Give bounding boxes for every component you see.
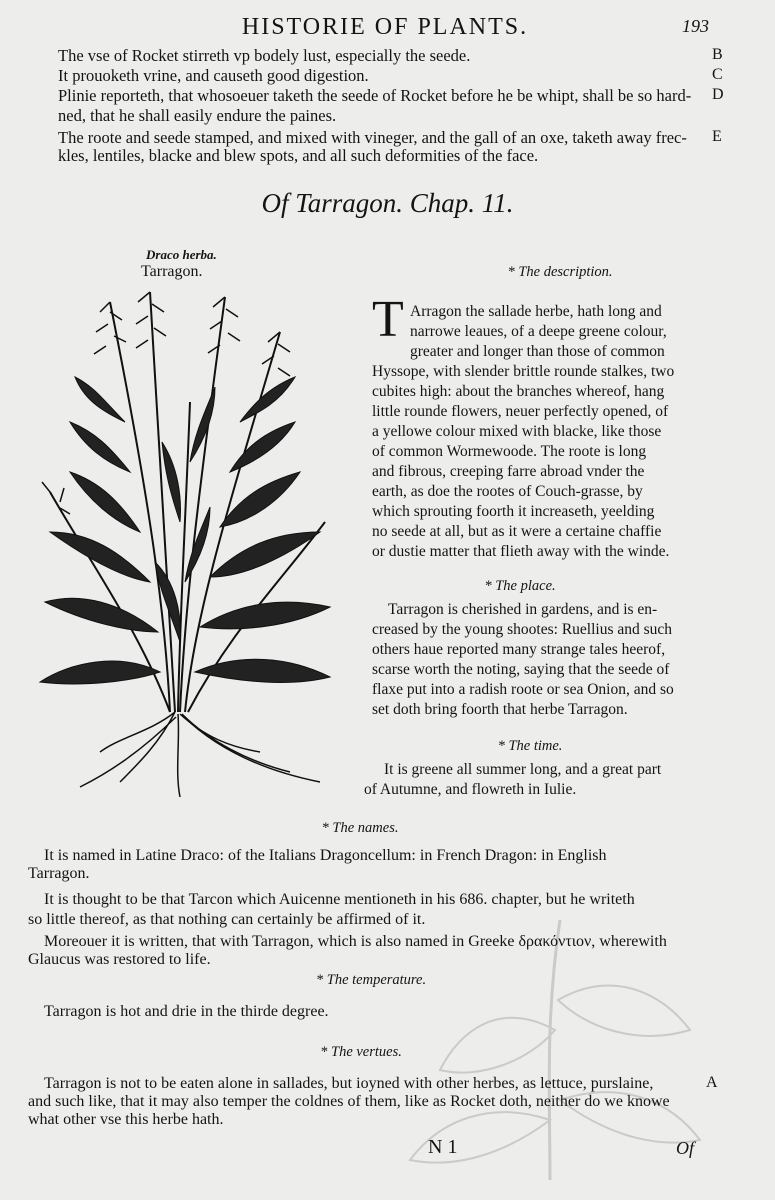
section-heading-names: * The names.: [321, 820, 399, 836]
text-line: The roote and seede stamped, and mixed with vineger, and the gall of an oxe, taketh away frec-: [58, 128, 687, 147]
margin-letter: A: [706, 1074, 718, 1091]
text-line: creased by the young shootes: Ruellius and such: [372, 621, 673, 638]
section-heading-vertues: * The vertues.: [320, 1044, 402, 1060]
section-heading-temperature: * The temperature.: [315, 972, 427, 988]
section-heading-description: * The description.: [507, 264, 613, 280]
margin-letter: C: [712, 66, 723, 83]
running-title: HISTORIE OF PLANTS.: [241, 14, 529, 40]
figure-latin-caption: Draco herba.: [146, 247, 217, 262]
text-line: no seede at all, but as it were a certaine chaffie: [372, 523, 662, 540]
text-line: earth, as doe the rootes of Couch-grasse, by: [372, 483, 643, 500]
section-heading-time: * The time.: [497, 738, 563, 754]
text-line: a yellowe colour mixed with blacke, like those: [372, 423, 662, 440]
text-line: It prouoketh vrine, and causeth good digestion.: [58, 66, 369, 85]
text-line: cubites high: about the branches whereof, hang: [372, 383, 665, 400]
margin-letter: B: [712, 46, 723, 63]
text-line: It is greene all summer long, and a great part: [384, 761, 662, 778]
text-line: narrowe leaues, of a deepe greene colour,: [410, 323, 667, 340]
text-line: ned, that he shall easily endure the paines.: [58, 106, 337, 125]
margin-letter: D: [712, 86, 724, 103]
text-line: of Autumne, and flowreth in Iulie.: [364, 781, 577, 798]
text-line: set doth bring foorth that herbe Tarragon.: [372, 701, 628, 718]
text-line: Tarragon is not to be eaten alone in sallades, but ioyned with other herbes, as lettuce, purslaine,: [44, 1075, 654, 1092]
text-line: Moreouer it is written, that with Tarragon, which is also named in Greeke δρακόντιον, wherewith: [44, 933, 667, 950]
text-line: what other vse this herbe hath.: [28, 1111, 224, 1128]
drop-capital: T: [372, 291, 404, 348]
text-line: scarse worth the noting, saying that the seede of: [372, 661, 670, 678]
text-line: of common Wormewoode. The roote is long: [372, 443, 647, 460]
text-line: Tarragon is hot and drie in the thirde degree.: [44, 1003, 329, 1020]
text-line: Hyssope, with slender brittle rounde stalkes, two: [372, 363, 675, 380]
text-line: It is thought to be that Tarcon which Auicenne mentioneth in his 686. chapter, but he writeth: [44, 891, 635, 908]
text-line: It is named in Latine Draco: of the Italians Dragoncellum: in French Dragon: in English: [44, 847, 607, 864]
text-line: Glaucus was restored to life.: [28, 951, 211, 968]
section-heading-place: * The place.: [484, 578, 556, 594]
text-line: greater and longer than those of common: [410, 343, 665, 360]
text-line: flaxe put into a radish roote or sea Onion, and so: [372, 681, 674, 698]
margin-letter: E: [712, 128, 722, 145]
figure-english-caption: Tarragon.: [141, 263, 203, 280]
text-line: others haue reported many strange tales heerof,: [372, 641, 666, 658]
text-line: Arragon the sallade herbe, hath long and: [410, 303, 662, 320]
text-line: little rounde flowers, neuer perfectly opened, of: [372, 403, 669, 420]
text-line: Tarragon.: [28, 865, 90, 882]
page-header: [0, 14, 775, 44]
text-line: Plinie reporteth, that whosoeuer taketh the seede of Rocket before he be whipt, shall be so hard-: [58, 86, 692, 105]
text-line: or dustie matter that flieth away with the winde.: [372, 543, 670, 560]
text-line: and such like, that it may also temper the coldnes of them, like as Rocket doth, neither do we knowe: [28, 1093, 670, 1110]
text-line: so little thereof, as that nothing can certainly be affirmed of it.: [28, 911, 426, 928]
page-number: 193: [682, 16, 709, 36]
signature-mark: N 1: [428, 1136, 458, 1158]
catchword: Of: [676, 1138, 694, 1158]
text-line: kles, lentiles, blacke and blew spots, and all such deformities of the face.: [58, 146, 539, 165]
tarragon-woodcut-illustration: [30, 282, 350, 802]
text-line: and fibrous, creeping farre abroad vnder the: [372, 463, 645, 480]
text-line: which sprouting foorth it increaseth, yeelding: [372, 503, 655, 520]
text-line: The vse of Rocket stirreth vp bodely lust, especially the seede.: [58, 46, 471, 65]
chapter-heading: Of Tarragon. Chap. 11.: [261, 188, 514, 218]
text-line: Tarragon is cherished in gardens, and is en-: [388, 601, 658, 618]
